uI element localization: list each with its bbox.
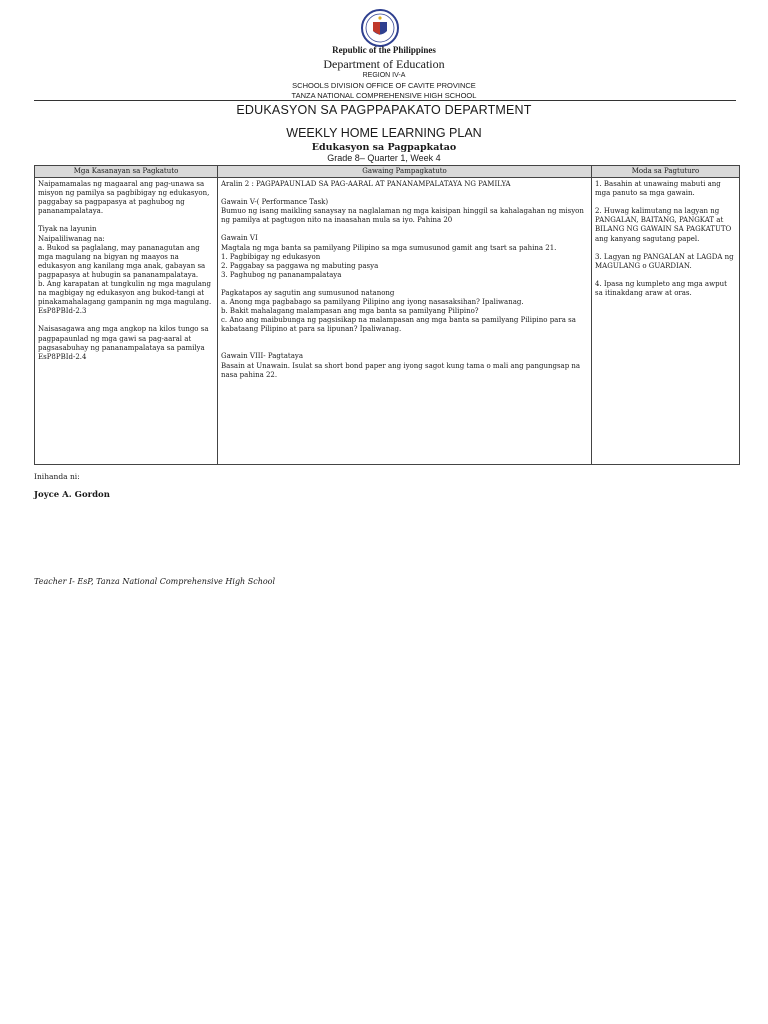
cell-text-line: 1. Basahin at unawaing mabuti ang mga panuto sa mga gawain.: [595, 180, 723, 198]
cell-text-line: Gawain V-( Performance Task): [221, 198, 329, 207]
spacer: [221, 343, 588, 352]
mode-cell: [592, 178, 740, 465]
subject-title: Edukasyon sa Pagpapkatao: [311, 142, 457, 153]
cell-text-line: b. Bakit mahalagang malampasan ang mga banta sa pamilyang Pilipino?: [221, 307, 479, 316]
spacer: [221, 189, 588, 198]
cell-text-line: 3. Lagyan ng PANGALAN at LAGDA ng MAGULANG o GUARDIAN.: [595, 252, 736, 270]
cell-text-line: Naipaliliwanag na:: [38, 234, 105, 243]
column-header-mode: Moda sa Pagtuturo: [592, 166, 740, 178]
cell-text-line: 2. Huwag kalimutang na lagyan ng PANGALAN, BAITANG, PANGKAT at BILANG NG GAWAIN SA PAGKATUTO ang kanyang sagutang papel.: [595, 207, 734, 243]
cell-text-line: Magtala ng mga banta sa pamilyang Pilipino sa mga sumusunod gamit ang tsart sa pahina 21.: [221, 243, 557, 252]
cell-text-line: 3. Paghubog ng pananampalataya: [221, 270, 342, 279]
spacer: [38, 316, 214, 325]
cell-text-line: a. Anong mga pagbabago sa pamilyang Pilipino ang iyong nasasaksihan? Ipaliwanag.: [221, 298, 524, 307]
skills-cell: [35, 178, 218, 465]
header-divider: [34, 100, 736, 101]
department-heading: Department of Education: [323, 57, 445, 71]
activities-cell: [218, 178, 592, 465]
cell-text-line: 1. Pagbibigay ng edukasyon: [221, 252, 321, 261]
republic-heading: Republic of the Philippines: [332, 45, 436, 55]
learning-plan-table: [34, 165, 740, 465]
spacer: [38, 216, 214, 225]
cell-text-line: a. Bukod sa paglalang, may pananagutan ang mga magulang na bigyan ng maayos na edukasyon ang kanilang mga anak, gabayan sa pagpapasya at hubugin sa pananampalataya.: [38, 243, 208, 279]
cell-text-line: Gawain VIII- Pagtataya: [221, 352, 303, 361]
cell-text-line: Naisasagawa ang mga angkop na kilos tungo sa pagpapaunlad ng mga gawi sa pag-aaral at pagsasabuhay ng pananampalataya sa pamilya EsP8PBId-2.4: [38, 325, 211, 361]
cell-text-line: Tiyak na layunin: [38, 225, 97, 234]
column-header-activities: Gawaing Pampagkatuto: [218, 166, 592, 178]
table-row: [35, 178, 740, 465]
table-header-row: [35, 166, 740, 178]
cell-text-line: Gawain VI: [221, 234, 258, 243]
cell-text-line: b. Ang karapatan at tungkulin ng mga magulang na magbigay ng edukasyon ang bukod-tangi at pinakamahalagang gampanin ng mga magulang. EsP8PBId-2.3: [38, 280, 214, 316]
spacer: [221, 225, 588, 234]
department-title: EDUKASYON SA PAGPPAPAKATO DEPARTMENT: [236, 103, 532, 117]
spacer: [221, 334, 588, 343]
prepared-by-label: Inihanda ni:: [34, 472, 80, 481]
cell-text-line: Basain at Unawain. Isulat sa short bond paper ang iyong sagot kung tama o mali ang pangungsap na nasa pahina 22.: [221, 361, 583, 379]
spacer: [595, 244, 736, 253]
spacer: [595, 198, 736, 207]
region-heading: REGION IV-A: [362, 72, 406, 79]
division-heading: SCHOOLS DIVISION OFFICE OF CAVITE PROVINCE: [292, 81, 476, 90]
deped-seal-icon: [355, 8, 405, 48]
cell-text-line: 2. Paggabay sa paggawa ng mabuting pasya: [221, 261, 379, 270]
cell-text-line: 4. Ipasa ng kumpleto ang mga awput sa itinakdang araw at oras.: [595, 279, 730, 297]
cell-text-line: Naipamamalas ng magaaral ang pag-unawa sa misyon ng pamilya sa pagbibigay ng edukasyon, paggabay sa pagpapasya at paghubog ng pananampalataya.: [38, 180, 212, 216]
grade-quarter-week: Grade 8– Quarter 1, Week 4: [327, 153, 441, 163]
plan-title: WEEKLY HOME LEARNING PLAN: [286, 126, 482, 140]
school-heading: TANZA NATIONAL COMPREHENSIVE HIGH SCHOOL: [291, 91, 477, 100]
cell-text-line: Bumuo ng isang maikling sanaysay na naglalaman ng mga kaisipan hinggil sa kahalagahan ng misyon ng pamilya at pagtugon nito na inaasahan mula sa iyo. Pahina 20: [221, 207, 587, 225]
cell-text-line: Aralin 2 : PAGPAPAUNLAD SA PAG-AARAL AT PANANAMPALATAYA NG PAMILYA: [221, 180, 511, 189]
teacher-name: Joyce A. Gordon: [34, 490, 110, 500]
spacer: [595, 271, 736, 280]
cell-text-line: c. Ano ang maibubunga ng pagsisikap na malampasan ang mga banta sa pamilyang Pilipino para sa kabataang Pilipino at para sa lipunan? Ipaliwanag.: [221, 316, 579, 334]
teacher-position: Teacher I- EsP, Tanza National Comprehensive High School: [34, 577, 276, 586]
column-header-skills: Mga Kasanayan sa Pagkatuto: [35, 166, 218, 178]
cell-text-line: Pagkatapos ay sagutin ang sumusunod natanong: [221, 288, 395, 297]
spacer: [221, 280, 588, 289]
